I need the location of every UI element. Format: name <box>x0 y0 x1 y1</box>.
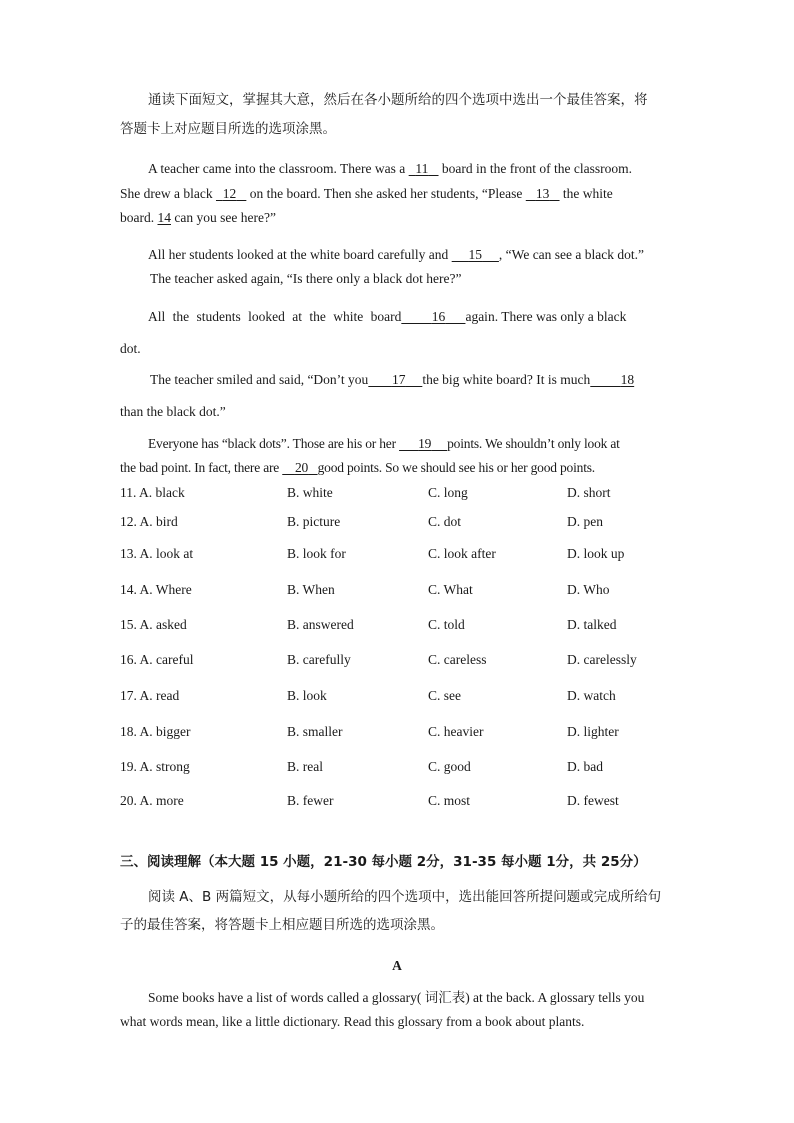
option-c: C. long <box>428 485 468 500</box>
option-c: C. good <box>428 759 471 774</box>
option-d: D. fewest <box>567 793 619 808</box>
option-c: C. look after <box>428 546 496 561</box>
option-b: B. fewer <box>287 793 334 808</box>
blank-19 <box>399 436 447 451</box>
option-b: B. look <box>287 688 327 703</box>
text: can you see here?” <box>171 210 276 225</box>
option-d: D. lighter <box>567 724 619 739</box>
blank-20 <box>282 460 317 475</box>
blank-12 <box>216 186 246 201</box>
text: again. There was only a black <box>465 309 627 324</box>
option-c: C. dot <box>428 514 462 529</box>
blank-16 <box>401 309 465 324</box>
text: All the students looked at the white board <box>148 309 402 324</box>
blank-number: 11 <box>415 161 429 176</box>
blank-number: 18 <box>620 372 635 387</box>
option-a: 15. A. asked <box>120 617 187 632</box>
text: good points. So we should see his or her good points. <box>317 460 595 475</box>
text: the big white board? It is much <box>422 372 591 387</box>
passage-p1-line-1 <box>148 162 632 176</box>
blank-11 <box>409 161 439 176</box>
passage-a-line-2: what words mean, like a little dictionary. Read this glossary from a book about plants. <box>120 1014 585 1029</box>
option-c: C. told <box>428 617 465 632</box>
option-a: 20. A. more <box>120 793 184 808</box>
option-b: B. picture <box>287 514 341 529</box>
blank-number: 19 <box>418 436 432 451</box>
text: points. We shouldn’t only look at <box>447 436 620 451</box>
option-b: B. look for <box>287 546 346 561</box>
text: All her students looked at the white board carefully and <box>148 247 452 262</box>
option-c: C. most <box>428 793 471 808</box>
text: Everyone has “black dots”. Those are his or her <box>148 436 400 451</box>
blank-15 <box>452 247 499 262</box>
text: board in the front of the classroom. <box>438 161 632 176</box>
option-b: B. answered <box>287 617 354 632</box>
passage-title-a: A <box>392 958 402 973</box>
option-b: B. When <box>287 582 335 597</box>
option-a: 16. A. careful <box>120 652 194 667</box>
option-a: 13. A. look at <box>120 546 194 561</box>
passage-p3-line-2: dot. <box>120 341 141 356</box>
passage-p2-line-1 <box>148 248 644 262</box>
text: board. <box>120 210 158 225</box>
option-c: C. careless <box>428 652 487 667</box>
option-d: D. pen <box>567 514 603 529</box>
blank-number: 20 <box>294 460 309 475</box>
option-d: D. watch <box>567 688 616 703</box>
option-b: B. white <box>287 485 333 500</box>
passage-p2-line-2: The teacher asked again, “Is there only a black dot here?” <box>150 271 462 286</box>
passage-p4-line-2: than the black dot.” <box>120 404 226 419</box>
blank-number: 13 <box>535 186 550 201</box>
option-d: D. carelessly <box>567 652 637 667</box>
blank-13 <box>526 186 560 201</box>
passage-p1-line-3 <box>120 211 276 225</box>
section-heading: 三、阅读理解（本大题 15 小题，21-30 每小题 2分，31-35 每小题 1分，共 25分） <box>120 854 647 870</box>
blank-number: 12 <box>222 186 237 201</box>
passage-p4-line-1 <box>150 373 634 387</box>
text: She drew a black <box>120 186 216 201</box>
option-a: 11. A. black <box>120 485 185 500</box>
blank-14: 14 <box>157 210 171 225</box>
blank-number: 16 <box>431 309 446 324</box>
option-a: 18. A. bigger <box>120 724 191 739</box>
passage-p1-line-2 <box>120 187 613 201</box>
option-d: D. short <box>567 485 611 500</box>
option-a: 17. A. read <box>120 688 180 703</box>
passage-p5-line-1 <box>148 437 620 451</box>
option-a: 12. A. bird <box>120 514 178 529</box>
option-d: D. look up <box>567 546 625 561</box>
blank-17 <box>368 372 422 387</box>
option-b: B. carefully <box>287 652 351 667</box>
text: the bad point. In fact, there are <box>120 460 283 475</box>
text: The teacher smiled and said, “Don’t you <box>150 372 369 387</box>
option-b: B. real <box>287 759 323 774</box>
text: A teacher came into the classroom. There was a <box>148 161 409 176</box>
passage-p5-line-2 <box>120 461 595 475</box>
option-c: C. What <box>428 582 473 597</box>
text: the white <box>559 186 613 201</box>
instructions-line-2: 答题卡上对应题目所选的选项涂黑。 <box>120 121 336 137</box>
option-b: B. smaller <box>287 724 343 739</box>
blank-18 <box>590 372 634 387</box>
passage-a-line-1: Some books have a list of words called a glossary( 词汇表) at the back. A glossary tells you <box>148 990 645 1005</box>
option-c: C. heavier <box>428 724 484 739</box>
section-instructions-line-2: 子的最佳答案，将答题卡上相应题目所选的选项涂黑。 <box>120 917 444 933</box>
section-instructions-line-1: 阅读 A、B 两篇短文，从每小题所给的四个选项中，选出能回答所提问题或完成所给句 <box>148 889 662 905</box>
text: , “We can see a black dot.” <box>498 247 645 262</box>
option-c: C. see <box>428 688 461 703</box>
option-a: 14. A. Where <box>120 582 192 597</box>
instructions-line-1: 通读下面短文，掌握其大意，然后在各小题所给的四个选项中选出一个最佳答案，将 <box>148 92 648 108</box>
option-d: D. talked <box>567 617 617 632</box>
blank-number: 17 <box>391 372 406 387</box>
option-d: D. Who <box>567 582 610 597</box>
text: on the board. Then she asked her students, “Please <box>246 186 526 201</box>
blank-number: 15 <box>468 247 483 262</box>
option-d: D. bad <box>567 759 603 774</box>
passage-p3-line-1 <box>148 310 626 324</box>
option-a: 19. A. strong <box>120 759 190 774</box>
